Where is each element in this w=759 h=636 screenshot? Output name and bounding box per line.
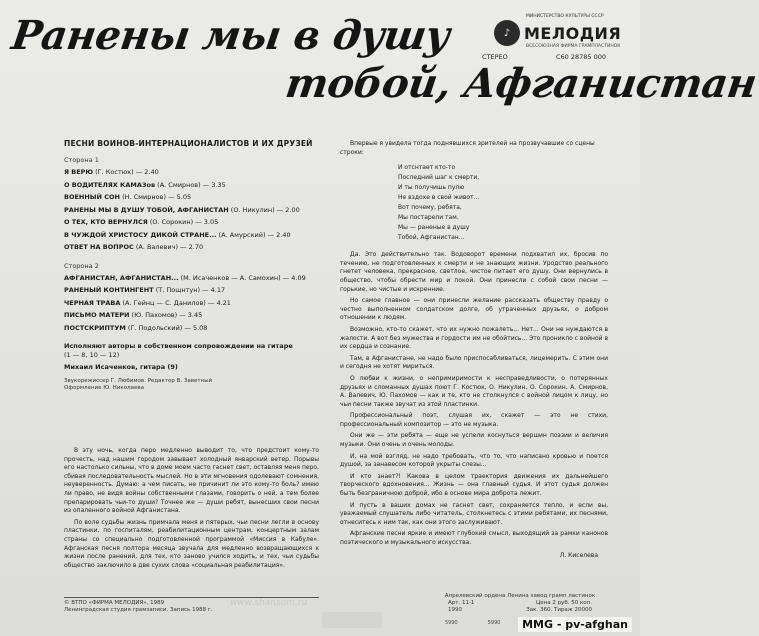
track-item (64, 216, 319, 229)
track-item (64, 322, 319, 335)
article-number: Арт. 11-1 (448, 600, 475, 606)
liner-paragraph: И, на мой взгляд, не надо требовать, что то, что написано кровью и поется душой, за занавесом которой укрыты слезы... (340, 452, 608, 469)
footer-copyright (64, 593, 319, 614)
track-credit: (А. Гейнц — С. Данилов) — 4.21 (122, 298, 231, 307)
track-title: ВОЕННЫЙ СОН (64, 193, 120, 201)
performers-range: (1 — 8, 10 — 12) (64, 351, 120, 359)
code-number: 5990 (445, 620, 458, 626)
label-brand: МЕЛОДИЯ (524, 23, 622, 43)
stereo-label: СТЕРЕО (482, 53, 508, 61)
track-title: АФГАНИСТАН, АФГАНИСТАН... (64, 273, 179, 282)
liner-paragraph: Афганские песни яркие и имеют глубокий смысл, выходящий за рамки канонов поэтического и музыкального искусства. (340, 530, 608, 546)
track-title: В ЧУЖДОЙ ХРИСТОСУ ДИКОЙ СТРАНЕ... (64, 230, 217, 239)
year: 1990 (448, 607, 462, 613)
liner-intro: Впервые я увидела тогда поднявшихся зрителей на прозвучавшие со сцены строки: (340, 140, 595, 156)
poem-line: Тобой, Афганистан... (398, 234, 465, 242)
track-item (64, 229, 319, 242)
track-credit: (Н. Смирнов) — 5.05 (122, 193, 192, 201)
track-title: РАНЕНЫ МЫ В ДУШУ ТОБОЙ, АФГАНИСТАН (64, 205, 229, 214)
track-title: РАНЕНЫЙ КОНТИНГЕНТ (64, 286, 154, 294)
liner-paragraph: О любви к жизни, о непримиримости к несправедливости, о потерянных друзьях и сломанных душах поют Г. Костюк, О. Никулин, О. Сорокин, А. Смирнов, А. Валевич, Ю. Пахомов — как и те, кто не столкнулся с войной лицом к лицу, но чьи песни также звучат из этой пластинки. (340, 374, 608, 408)
poem-line: Не вздохе в свой живот... (398, 194, 480, 202)
footer-manufacturer (430, 593, 610, 614)
album-title-line1: Ранены мы в душу (8, 12, 453, 59)
liner-paragraph: Профессиональный поэт, слушая их, скажет — это не стихи, профессиональный композитор — это не музыка. (340, 412, 608, 428)
label-subtitle: ВСЕСОЮЗНАЯ ФИРМА ГРАМПЛАСТИНОК (526, 44, 621, 49)
record-label-block (480, 14, 630, 61)
studio-line: Ленинградская студия грамзаписи. Запись 1988 г. (64, 607, 213, 613)
melodiya-logo-icon: ♪ (494, 20, 520, 46)
side2-label: Сторона 2 (64, 261, 99, 270)
poem-line: И отснтает кто-то (398, 164, 456, 172)
track-credit: (Т. Пощнтун) — 4.17 (155, 286, 226, 294)
liner-paragraph: Да. Это действительно так. Водоворот времени подхватил их, бросив по течению, не подготовленных к смерти и не знающих жизни. Уродство реального гнетет человека, прекрасное, светлое, чистое питает его душу. Они вернулись в общество, чтобы обрести мир и покой. Они принесли с собой свои песни — горькие, но чистые и искренние. (340, 251, 608, 293)
liner-notes-left (64, 447, 319, 573)
liner-paragraph: И кто знает?! Какова в целом траектория движения их дальнейшего творческого вдохновения... Жизнь — она главный судья. И этот судья должен быть безграничною доброй, ибо в основе мира доброта лежит. (340, 472, 608, 498)
track-credit: (Г. Подольский) — 5.08 (127, 323, 208, 332)
poem-line: Мы — раненые в душу (398, 224, 470, 232)
track-item (64, 272, 319, 285)
track-item (64, 284, 319, 297)
watermark: www.shansom.ru (230, 598, 308, 608)
catalog-number: С60 28785 000 (555, 53, 606, 61)
poem-line: Мы постарели там. (398, 214, 459, 222)
liner-paragraph: Там, в Афганистане, не надо было приспосабливаться, лицемерить. С этим они и сегодня не хотят мириться. (340, 354, 608, 371)
copyright-line: © ВТПО «ФИРМА МЕЛОДИЯ», 1989 (64, 600, 165, 606)
track-item (64, 309, 319, 322)
track-item (64, 241, 319, 254)
footer-divider (64, 597, 319, 598)
track-credit: (А. Валевич) — 2.70 (135, 243, 204, 251)
production-credits (64, 378, 319, 392)
track-title: О ВОДИТЕЛЯХ КАМАЗов (64, 180, 156, 189)
liner-notes-right (340, 140, 608, 560)
track-item (64, 166, 319, 179)
credits-line1: Звукорежиссер Г. Любимов. Редактор В. Заветный (64, 378, 213, 384)
track-title: О ТЕХ, КТО ВЕРНУЛСЯ (64, 218, 148, 226)
credits-line2: Оформление Ю. Николаева (64, 385, 144, 391)
order-row (430, 607, 610, 614)
liner-paragraph: По воле судьбы жизнь примчала меня и пятерых, чьи песни легли в основу пластинки, по госпиталям, реабилитационным центрам, концертным залам страны со специально подготовленной программой «Миссия в Кабуле». Афганская песня полтора месяца звучала для медленно возвращающихся к жизни после ранений, для тех, кто заново учился ходить, и тех, чьи судьбы общество заключило в две сухих слова «социальная реабилитация». (64, 518, 319, 569)
track-credit: (Г. Костюк) — 2.40 (95, 168, 159, 176)
liner-paragraph: И пусть в ваших домах не гаснет свет, сохраняется тепло, и если вы, уважаемый слушатель либо читатель, столкнетесь с этими ребятами, их песнями, отнеситесь к ним так, как они этого заслуживают. (340, 501, 608, 526)
track-title: ПИСЬМО МАТЕРИ (64, 311, 130, 319)
track-credit: (М. Исаченков — А. Самохин) — 4.09 (180, 273, 306, 282)
track-credit: (О. Никулин) — 2.00 (230, 205, 300, 214)
poem-line: Последний шаг к смерти, (398, 174, 480, 182)
price: Цена 2 руб. 50 коп. (535, 600, 592, 606)
liner-paragraph: В эту ночь, когда перо медленно выводит то, что предстоит кому-то прочесть, над нашим городом завывает холодный январский ветер. Порывы его настолько сильны, что в доме моем часто гаснет свет, оставляя меня перо, сбивая последовательность мыслей. Но в эти мгновения одолевают сомнения, неуверенность. Думаю: а чем писать, не причинит ли это кому-то боль? имею ли право, не видя войны собственными глазами, говорить о ней, а тем более препарировать чьи-то души? Точнее же — души ребят, вынесших свои песни из опаленного войной Афганистана. (64, 447, 319, 515)
price-row (430, 600, 610, 607)
track-item (64, 179, 319, 192)
track-title: Я ВЕРЮ (64, 168, 94, 176)
track-credit: (А. Амурский) — 2.40 (218, 230, 291, 239)
stereo-catalog-row (482, 53, 606, 61)
barcode-numbers (445, 620, 500, 626)
code-number: 5990 (487, 620, 501, 626)
track-credit: (Ю. Пахомов) — 3.45 (131, 311, 203, 319)
track-item (64, 297, 319, 310)
order-print-run: Зак. 360. Тираж 20000 (526, 607, 592, 613)
poem-quote (398, 163, 608, 243)
track-item (64, 204, 319, 217)
track-title: ПОСТСКРИПТУМ (64, 323, 126, 332)
side1-label: Сторона 1 (64, 156, 99, 164)
liner-author: Л. Киселева (559, 551, 598, 559)
album-title-line2: тобой, Афганистан (282, 60, 759, 107)
track-credit: (А. Смирнов) — 3.35 (157, 180, 226, 189)
performers-guitar: Михаил Исаченков, гитара (9) (64, 363, 178, 371)
track-title: ЧЕРНАЯ ТРАВА (64, 298, 121, 307)
track-title: ОТВЕТ НА ВОПРОС (64, 243, 134, 251)
tracklist-column (64, 140, 319, 392)
label-logo-row (480, 20, 630, 46)
track-credit: (О. Сорокин) — 3.05 (149, 218, 219, 226)
factory-line: Апрелевский ордена Ленина завод грамп ластинок (444, 593, 596, 599)
side2-tracklist (64, 272, 319, 335)
ministry-text: МИНИСТЕРСТВО КУЛЬТУРЫ СССР (526, 14, 604, 19)
side1-tracklist (64, 166, 319, 254)
liner-paragraph: Но самое главное — они принесли желание рассказать обществу правду о честно выполненном солдатском долге, об утраченных друзьях, о добром отношении к людям. (340, 297, 608, 322)
poem-line: И ты получишь пулю (398, 184, 465, 192)
watermark-logo (322, 612, 382, 628)
tracklist-heading: ПЕСНИ ВОИНОВ-ИНТЕРНАЦИОНАЛИСТОВ И ИХ ДРУЗЕЙ (64, 139, 313, 148)
liner-paragraph: Возможно, кто-то скажет, что их нужно пожалеть... Нет... Они не нуждаются в жалости. А вот без мужества и гордости им не обойтись... Это проникло с войной в их сердца и сознание. (340, 325, 608, 351)
liner-paragraph: Они же — эти ребята — еще не успели коснуться вершин поэзии и величия музыки. Они очень и очень молоды. (340, 432, 608, 449)
poem-line: Вот почему, ребята, (398, 204, 462, 212)
track-item (64, 191, 319, 204)
performers-note: Исполняют авторы в собственном сопровождении на гитаре (64, 342, 293, 350)
corner-watermark: MMG - pv-afghan (518, 617, 632, 632)
